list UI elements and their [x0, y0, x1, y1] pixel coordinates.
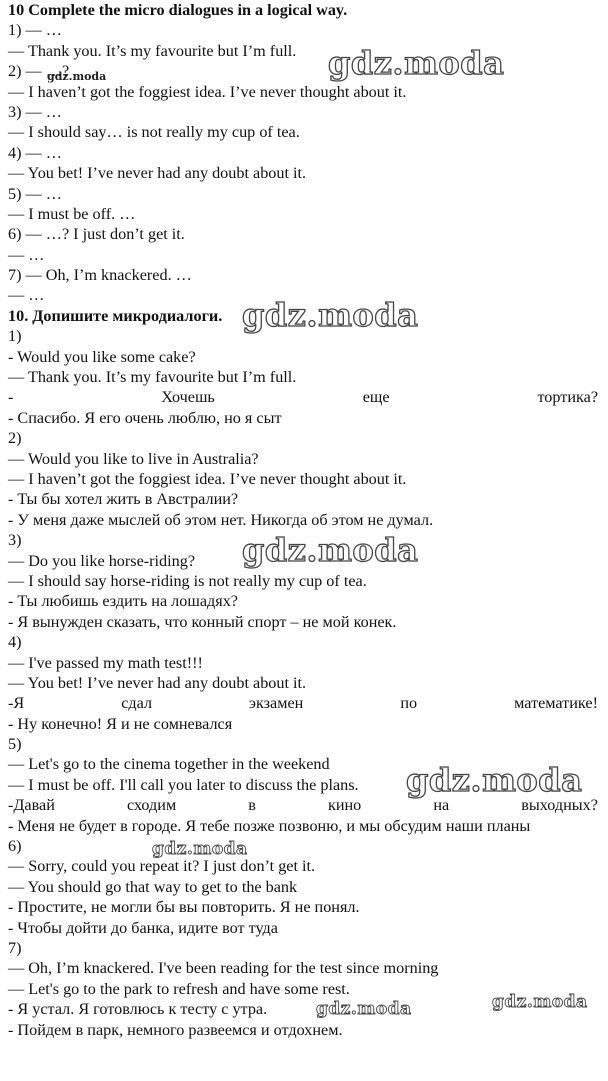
dialogue-line: 3)	[8, 531, 22, 550]
dialogue-line: - Чтобы дойти до банка, идите вот туда	[8, 918, 278, 937]
dialogue-line: — …	[8, 286, 45, 305]
dialogue-word: в	[248, 796, 256, 815]
dialogue-line: — Would you like to live in Australia?	[8, 449, 259, 468]
dialogue-line: - Ну конечно! Я и не сомневался	[8, 714, 233, 733]
dialogue-line: 4) — …	[8, 143, 62, 162]
dialogue-line	[8, 693, 602, 713]
dialogue-line: 6) — …? I just don’t get it.	[8, 225, 185, 244]
dialogue-line: 4)	[8, 633, 22, 652]
dialogue-line: 6)	[8, 837, 22, 856]
dialogue-line: - Я вынужден сказать, что конный спорт – не мой конек.	[8, 612, 397, 631]
dialogue-line: 2)	[8, 429, 22, 448]
dialogue-line: — Oh, I’m knackered. I've been reading for the test since morning	[8, 959, 439, 978]
dialogue-line: — I've passed my math test!!!	[8, 653, 203, 672]
dialogue-line: 5) — …	[8, 184, 62, 203]
exercise-heading: 10 Complete the micro dialogues in a logical way.	[8, 1, 348, 19]
dialogue-line: — You bet! I’ve never had any doubt about it.	[8, 164, 307, 183]
dialogue-word: кино	[327, 796, 362, 815]
exercise-heading: 10. Допишите микродиалоги.	[8, 306, 223, 325]
dialogue-line: 5)	[8, 735, 22, 754]
dialogue-line: - Would you like some cake?	[8, 347, 196, 366]
dialogue-line: — You bet! I’ve never had any doubt about it.	[8, 673, 307, 692]
dialogue-line	[8, 795, 602, 815]
dialogue-word: -Я	[8, 694, 25, 713]
dialogue-line: — …	[8, 245, 45, 264]
dialogue-line: — I haven’t got the foggiest idea. I’ve never thought about it.	[8, 469, 407, 488]
dialogue-line: — Do you like horse-riding?	[8, 551, 196, 570]
dialogue-line: — Thank you. It’s my favourite but I’m full.	[8, 368, 297, 387]
dialogue-line: 3) — …	[8, 102, 62, 121]
dialogue-word: тортика?	[537, 388, 598, 407]
dialogue-line: — Let's go to the park to refresh and have some rest.	[8, 979, 350, 998]
dialogue-line: — You should go that way to get to the bank	[8, 877, 298, 896]
document-body	[8, 0, 602, 1040]
dialogue-word: математике!	[514, 694, 598, 713]
dialogue-word: -Давай	[8, 796, 55, 815]
dialogue-line: — Sorry, could you repeat it? I just don’t get it.	[8, 857, 316, 876]
dialogue-line: - Меня не будет в городе. Я тебе позже позвоню, и мы обсудим наши планы	[8, 816, 531, 835]
dialogue-line: 1) — …	[8, 21, 62, 40]
dialogue-line: — I should say… is not really my cup of tea.	[8, 123, 300, 142]
dialogue-line: 7)	[8, 938, 22, 957]
watermark: gdz.moda	[406, 761, 583, 799]
dialogue-line	[8, 387, 602, 407]
dialogue-word: по	[400, 694, 418, 713]
dialogue-line: - Простите, не могли бы вы повторить. Я не понял.	[8, 898, 360, 917]
dialogue-line: - Спасибо. Я его очень люблю, но я сыт	[8, 408, 282, 427]
dialogue-line: — I should say horse-riding is not really my cup of tea.	[8, 571, 367, 590]
watermark: gdz.moda	[152, 839, 248, 859]
dialogue-line: - Пойдем в парк, немного развеемся и отдохнем.	[8, 1020, 343, 1039]
dialogue-line: — I haven’t got the foggiest idea. I’ve never thought about it.	[8, 82, 407, 101]
dialogue-line: - Ты любишь ездить на лошадях?	[8, 592, 238, 611]
dialogue-line: - Я устал. Я готовлюсь к тесту с утра.	[8, 1000, 268, 1019]
dialogue-word: на	[433, 796, 450, 815]
dialogue-line: — I must be off. …	[8, 204, 136, 223]
dialogue-line: - Ты бы хотел жить в Австралии?	[8, 490, 239, 509]
dialogue-word: еще	[362, 388, 390, 407]
watermark: gdz.moda	[492, 992, 588, 1012]
dialogue-word: Хочешь	[161, 388, 215, 407]
watermark: gdz.moda	[328, 44, 505, 82]
dialogue-line: - У меня даже мыслей об этом нет. Никогда об этом не думал.	[8, 510, 434, 529]
watermark: gdz.moda	[47, 70, 107, 83]
dialogue-line: 7) — Oh, I’m knackered. …	[8, 266, 192, 285]
dialogue-line: — I must be off. I'll call you later to discuss the plans.	[8, 775, 359, 794]
watermark: gdz.moda	[242, 296, 419, 334]
watermark: gdz.moda	[242, 531, 419, 569]
dialogue-word: выходных?	[521, 796, 598, 815]
dialogue-word: экзамен	[249, 694, 304, 713]
dialogue-line: 2) — …?	[8, 62, 70, 81]
dialogue-word: сходим	[126, 796, 177, 815]
dialogue-line: — Let's go to the cinema together in the weekend	[8, 755, 330, 774]
dialogue-line: 1)	[8, 327, 22, 346]
dialogue-word: -	[8, 388, 14, 407]
watermark: gdz.moda	[316, 999, 412, 1019]
dialogue-line: — Thank you. It’s my favourite but I’m full.	[8, 41, 297, 60]
dialogue-word: сдал	[121, 694, 153, 713]
